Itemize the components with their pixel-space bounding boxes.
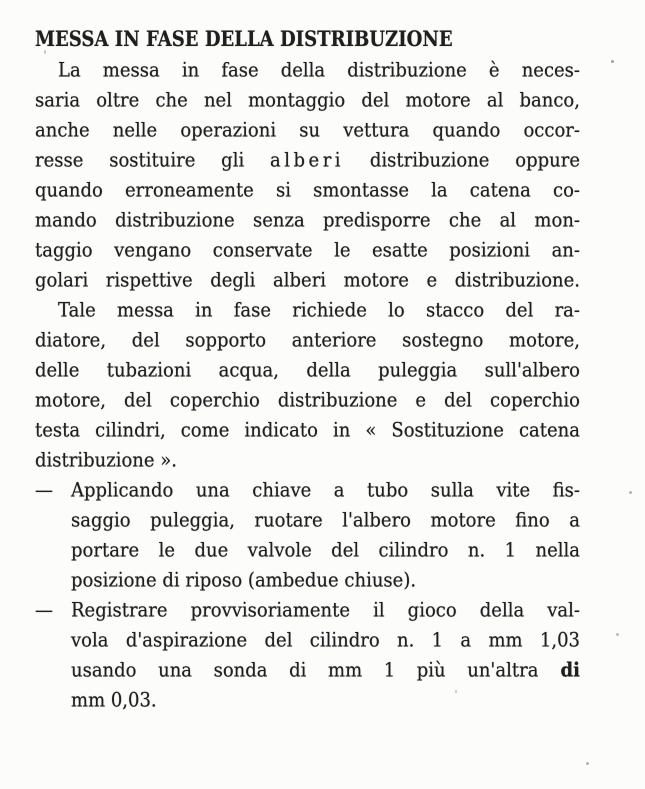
bold-word: di [538, 659, 580, 682]
text-segment: Registrare provvisoriamente il gioco della val- [71, 599, 580, 622]
text-line: portare le due valvole del cilindro n. 1 nella [71, 539, 580, 562]
list-dash: — [35, 599, 53, 622]
text-line [35, 655, 580, 687]
text-line: distribuzione ». [35, 449, 178, 472]
text-line: saggio puleggia, ruotare l'albero motore fino a [71, 509, 580, 532]
text-line: La messa in fase della distribuzione è neces- [58, 59, 580, 82]
section-title: MESSA IN FASE DELLA DISTRIBUZIONE [35, 26, 453, 51]
text-line: motore, del coperchio distribuzione e del coperchio [35, 389, 580, 412]
body-text [35, 56, 580, 716]
text-segment: Applicando una chiave a tubo sulla vite fis- [71, 479, 580, 502]
scan-speck [629, 491, 632, 494]
list-item-line [35, 475, 580, 507]
text-line: golari rispettive degli alberi motore e distribuzione. [35, 269, 580, 292]
scan-speck [616, 633, 619, 636]
scan-speck [44, 50, 46, 54]
text-segment: resse sostituire gli [35, 149, 271, 172]
letterspaced-word: alberi [270, 149, 345, 172]
list-item-line [35, 595, 580, 627]
text-line: quando erroneamente si smontasse la catena co- [35, 179, 580, 202]
text-line: saria oltre che nel montaggio del motore al banco, [35, 89, 580, 112]
text-line: diatore, del sopporto anteriore sostegno motore, [35, 329, 580, 352]
text-line: mm 0,03. [71, 689, 157, 712]
scan-speck [455, 690, 457, 693]
scan-speck [586, 762, 589, 765]
text-line [35, 145, 580, 177]
text-line: vola d'aspirazione del cilindro n. 1 a mm 1,03 [71, 629, 580, 652]
text-segment: distribuzione oppure [344, 149, 580, 172]
text-line: delle tubazioni acqua, della puleggia sull'albero [35, 359, 580, 382]
text-line: Tale messa in fase richiede lo stacco del ra- [58, 299, 580, 322]
text-line: mando distribuzione senza predisporre che al mon- [35, 209, 580, 232]
text-line: posizione di riposo (ambedue chiuse). [71, 569, 417, 592]
scan-speck [611, 60, 614, 63]
text-line: testa cilindri, come indicato in « Sostituzione catena [35, 419, 580, 442]
text-segment: usando una sonda di mm 1 più un'altra [71, 659, 539, 682]
text-line: anche nelle operazioni su vettura quando occor- [35, 119, 580, 142]
text-line: taggio vengano conservate le esatte posizioni an- [35, 239, 580, 262]
list-dash: — [35, 479, 53, 502]
